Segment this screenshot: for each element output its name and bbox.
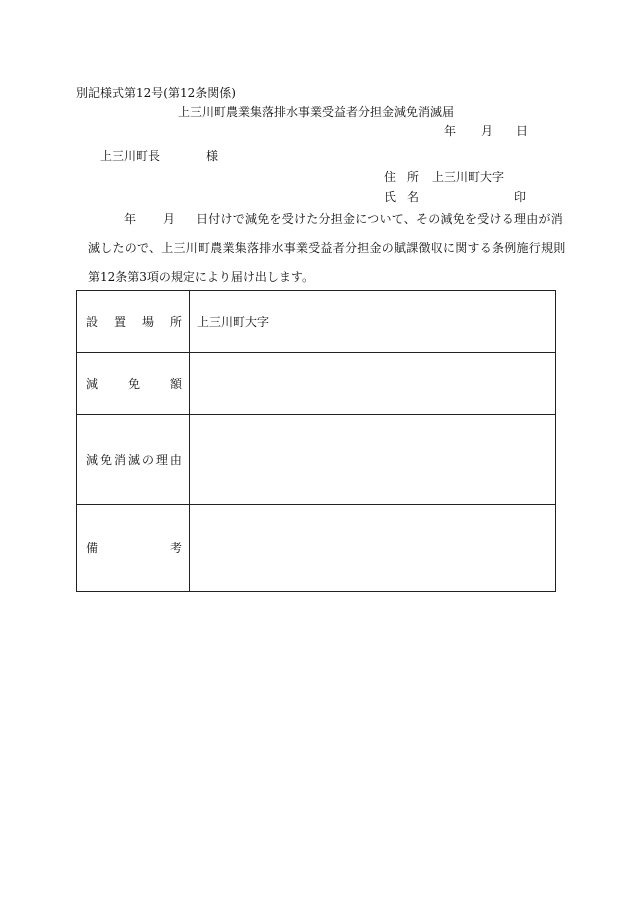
extinction-reason-value-cell bbox=[190, 415, 555, 504]
name-label-char-2: 名 bbox=[407, 190, 420, 204]
table-row-extinction-reason bbox=[77, 414, 555, 504]
remarks-label bbox=[86, 542, 182, 554]
form-table bbox=[76, 290, 556, 592]
remarks-value-cell bbox=[190, 505, 555, 591]
date-day-label: 日 bbox=[516, 124, 529, 138]
address-label-char-2: 所 bbox=[407, 170, 420, 184]
date-year-label: 年 bbox=[444, 124, 457, 138]
label-char: 所 bbox=[169, 314, 182, 329]
label-char: 減 bbox=[86, 376, 99, 391]
body-year-label: 年 bbox=[124, 212, 137, 226]
label-char: 免 bbox=[99, 452, 112, 467]
label-char: 免 bbox=[127, 376, 140, 391]
date-month-label: 月 bbox=[481, 124, 494, 138]
addressee-honorific: 様 bbox=[206, 149, 219, 163]
form-reference: 別記様式第12号(第12条関係) bbox=[76, 86, 236, 100]
address-label-char-1: 住 bbox=[384, 170, 397, 184]
label-char: 消 bbox=[113, 452, 126, 467]
address-value: 上三川町大字 bbox=[432, 170, 505, 184]
extinction-reason-label-cell bbox=[77, 415, 190, 504]
location-value-cell bbox=[190, 291, 555, 352]
label-char: 由 bbox=[169, 452, 182, 467]
label-char: の bbox=[141, 452, 154, 467]
label-char: 備 bbox=[86, 541, 99, 555]
body-text-line-3: 第12条第3項の規定により届け出します。 bbox=[88, 270, 314, 284]
location-label-cell bbox=[77, 291, 190, 352]
label-char: 場 bbox=[141, 314, 154, 329]
label-char: 理 bbox=[155, 452, 168, 467]
reduction-amount-label bbox=[86, 378, 182, 390]
remarks-label-cell bbox=[77, 505, 190, 591]
label-char: 減 bbox=[86, 452, 99, 467]
body-text-line-1: 日付けで減免を受けた分担金について、その減免を受ける理由が消 bbox=[196, 212, 564, 226]
reduction-amount-value-cell bbox=[190, 353, 555, 414]
extinction-reason-label bbox=[86, 454, 182, 466]
table-row-remarks bbox=[77, 504, 555, 591]
label-char: 額 bbox=[169, 376, 182, 391]
label-char: 置 bbox=[113, 314, 126, 329]
label-char: 滅 bbox=[127, 452, 140, 467]
table-row-location bbox=[77, 291, 555, 352]
body-month-label: 月 bbox=[163, 212, 176, 226]
document-title: 上三川町農業集落排水事業受益者分担金減免消滅届 bbox=[178, 105, 455, 119]
addressee-name: 上三川町長 bbox=[100, 149, 161, 163]
reduction-amount-label-cell bbox=[77, 353, 190, 414]
table-row-reduction-amount bbox=[77, 352, 555, 414]
label-char: 考 bbox=[169, 541, 182, 555]
label-char: 設 bbox=[86, 314, 99, 329]
seal-mark: 印 bbox=[514, 190, 527, 204]
name-label-char-1: 氏 bbox=[384, 190, 397, 204]
body-text-line-2: 滅したので、上三川町農業集落排水事業受益者分担金の賦課徴収に関する条例施行規則 bbox=[88, 241, 566, 255]
location-value: 上三川町大字 bbox=[197, 314, 270, 329]
location-label bbox=[86, 316, 182, 328]
